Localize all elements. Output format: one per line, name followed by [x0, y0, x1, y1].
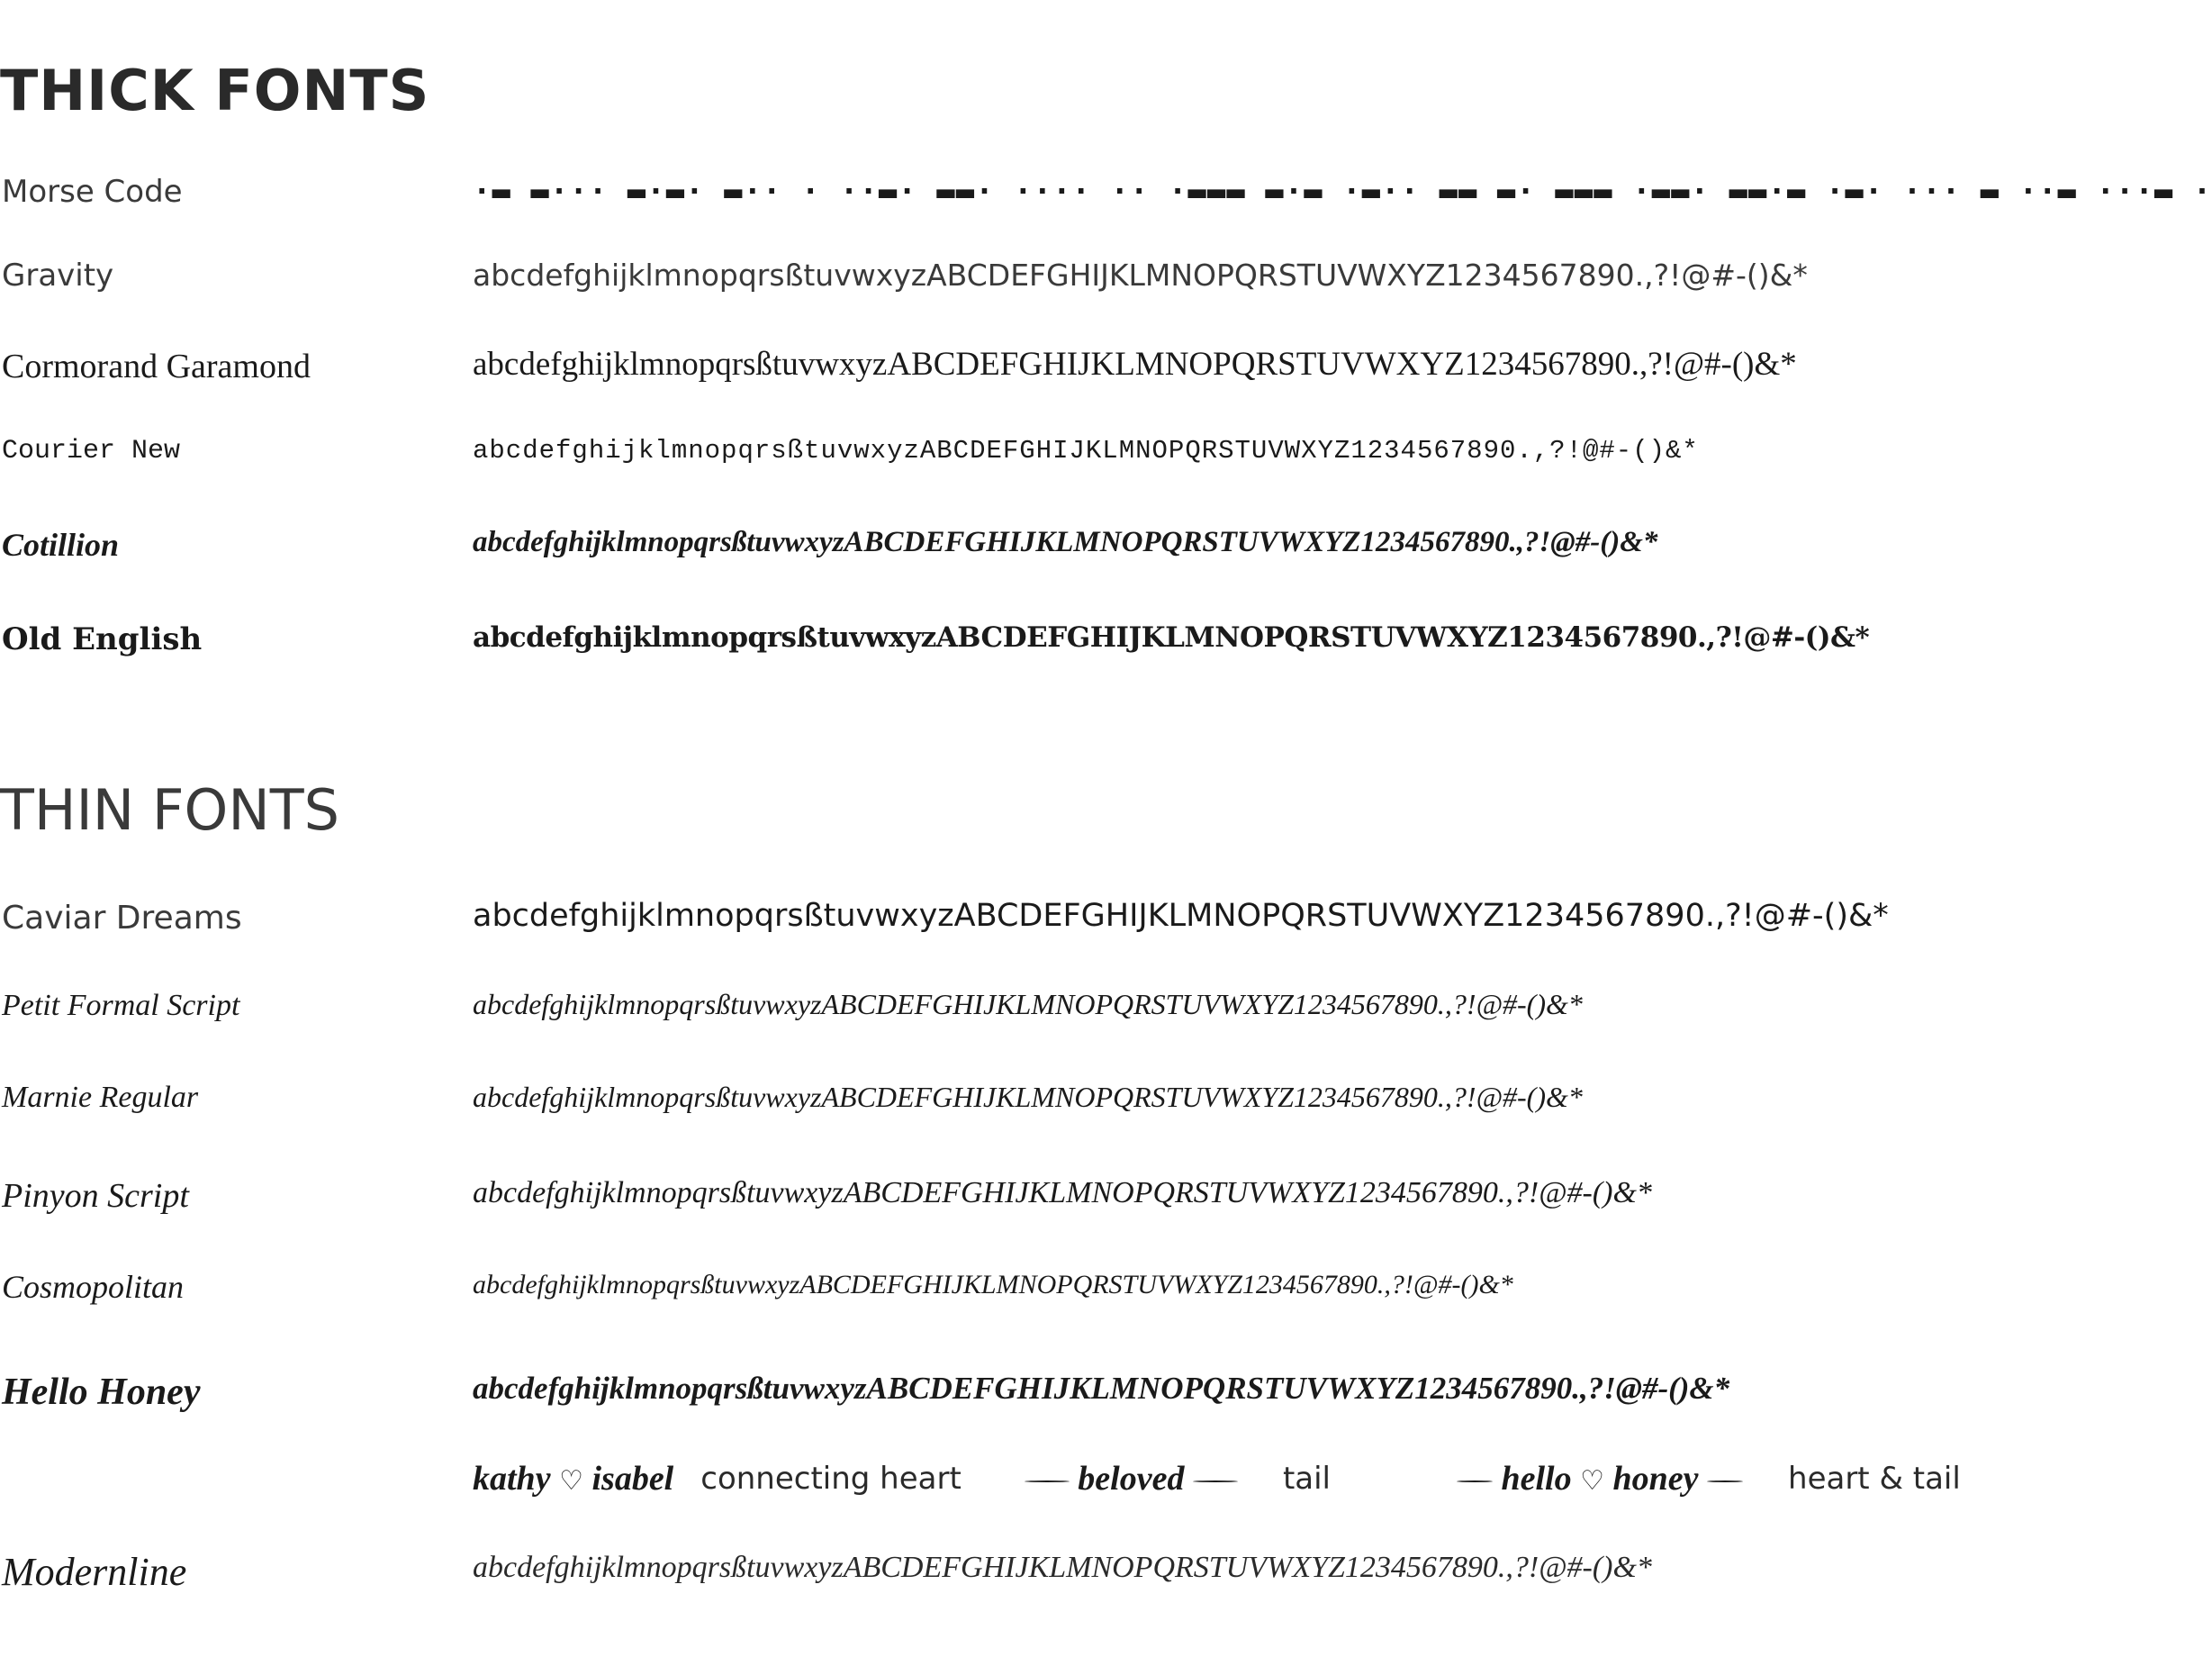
font-sample-caviar-dreams: abcdefghijklmnopqrsßtuvwxyzABCDEFGHIJKLMNOPQRSTUVWXYZ1234567890.,?!@#-()&*	[473, 898, 1889, 934]
font-name-old-english: Old English	[2, 621, 203, 657]
tail-swash-icon	[1193, 1480, 1238, 1482]
font-name-caviar-dreams: Caviar Dreams	[2, 900, 242, 937]
hello-honey-examples	[473, 1459, 1961, 1498]
font-sample-pinyon-script: abcdefghijklmnopqrsßtuvwxyzABCDEFGHIJKLMNOPQRSTUVWXYZ1234567890.,?!@#-()&*	[473, 1176, 1652, 1209]
font-name-cosmopolitan: Cosmopolitan	[2, 1269, 185, 1305]
label-heart-and-tail: heart & tail	[1788, 1461, 1961, 1497]
heart-icon: ♡	[559, 1465, 583, 1497]
font-name-courier-new: Courier New	[2, 436, 181, 466]
font-sample-gravity: abcdefghijklmnopqrsßtuvwxyzABCDEFGHIJKLMNOPQRSTUVWXYZ1234567890.,?!@#-()&*	[473, 258, 1808, 293]
font-name-modernline: Modernline	[2, 1550, 187, 1594]
font-sample-morse-code: ·▬ ▬··· ▬·▬· ▬·· · ··▬· ▬▬· ···· ·· ·▬▬▬ ▬·▬ ·▬·· ▬▬ ▬· ▬▬▬ ·▬▬· ▬▬·▬ ·▬· ··· ▬ ··▬ ···▬ ·	[473, 174, 2212, 210]
label-connecting-heart: connecting heart	[700, 1461, 962, 1497]
font-name-gravity: Gravity	[2, 258, 114, 294]
font-name-cotillion: Cotillion	[2, 527, 120, 563]
example-kathy-isabel: kathy ♡ isabel	[473, 1460, 674, 1498]
font-name-hello-honey: Hello Honey	[2, 1372, 201, 1413]
font-name-cormorand-garamond: Cormorand Garamond	[2, 348, 311, 385]
font-name-pinyon-script: Pinyon Script	[2, 1177, 189, 1215]
thick-fonts-title: THICK FONTS	[0, 58, 430, 123]
tail-swash-icon	[1457, 1480, 1493, 1482]
font-sample-old-english: abcdefghijklmnopqrsßtuvwxyzABCDEFGHIJKLMNOPQRSTUVWXYZ1234567890.,?!@#-()&*	[473, 621, 1870, 654]
font-sample-courier-new: abcdefghijklmnopqrsßtuvwxyzABCDEFGHIJKLMNOPQRSTUVWXYZ1234567890.,?!@#-()&*	[473, 436, 1699, 466]
example-beloved: beloved	[1025, 1459, 1238, 1498]
tail-swash-icon	[1025, 1480, 1070, 1482]
font-sample-cotillion: abcdefghijklmnopqrsßtuvwxyzABCDEFGHIJKLMNOPQRSTUVWXYZ1234567890.,?!@#-()&*	[473, 526, 1658, 558]
thin-fonts-title: THIN FONTS	[0, 777, 339, 843]
font-sample-modernline: abcdefghijklmnopqrsßtuvwxyzABCDEFGHIJKLMNOPQRSTUVWXYZ1234567890.,?!@#-()&*	[473, 1551, 1652, 1584]
font-sample-hello-honey: abcdefghijklmnopqrsßtuvwxyzABCDEFGHIJKLMNOPQRSTUVWXYZ1234567890.,?!@#-()&*	[473, 1371, 1730, 1406]
font-name-morse-code: Morse Code	[2, 174, 183, 210]
font-name-petit-formal-script: Petit Formal Script	[2, 989, 240, 1022]
label-tail: tail	[1282, 1461, 1331, 1497]
font-name-marnie-regular: Marnie Regular	[2, 1081, 199, 1114]
tail-swash-icon	[1707, 1480, 1743, 1482]
font-sample-petit-formal-script: abcdefghijklmnopqrsßtuvwxyzABCDEFGHIJKLMNOPQRSTUVWXYZ1234567890.,?!@#-()&*	[473, 988, 1583, 1020]
heart-icon: ♡	[1580, 1465, 1605, 1497]
font-sample-cormorand-garamond: abcdefghijklmnopqrsßtuvwxyzABCDEFGHIJKLMNOPQRSTUVWXYZ1234567890.,?!@#-()&*	[473, 346, 1797, 383]
font-sample-cosmopolitan: abcdefghijklmnopqrsßtuvwxyzABCDEFGHIJKLMNOPQRSTUVWXYZ1234567890.,?!@#-()&*	[473, 1270, 1513, 1299]
font-sample-marnie-regular: abcdefghijklmnopqrsßtuvwxyzABCDEFGHIJKLMNOPQRSTUVWXYZ1234567890.,?!@#-()&*	[473, 1081, 1583, 1113]
example-hello-honey: hello ♡ honey	[1457, 1459, 1743, 1498]
